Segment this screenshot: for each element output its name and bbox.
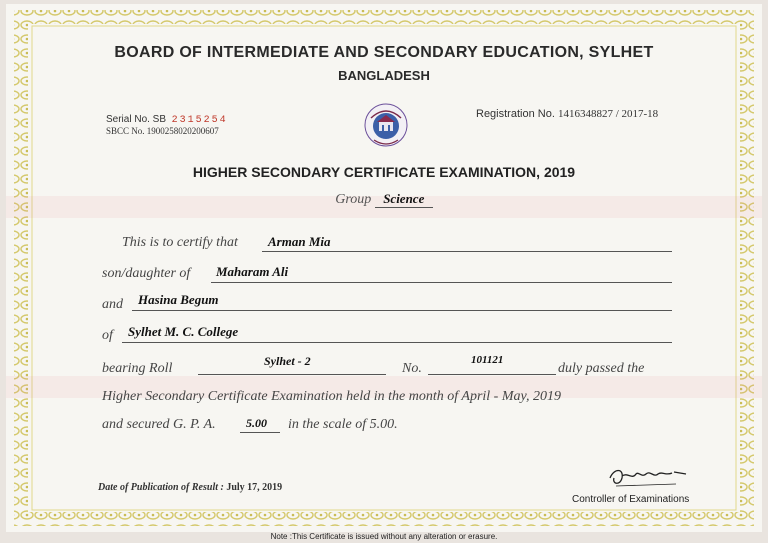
mother-name: Hasina Begum — [138, 292, 219, 307]
group-line — [6, 191, 762, 208]
sbcc-label: SBCC No. — [106, 126, 145, 136]
certificate-note: Note :This Certificate is issued without any alteration or erasure. — [270, 532, 498, 541]
board-title: BOARD OF INTERMEDIATE AND SECONDARY EDUCATION, SYLHET — [114, 44, 654, 61]
serial-number — [106, 114, 228, 126]
certify-intro: This is to certify that — [122, 235, 238, 250]
controller-title: Controller of Examinations — [572, 494, 690, 505]
registration-label: Registration No. — [476, 108, 555, 120]
serial-label: Serial No. SB — [106, 114, 167, 125]
sbcc-value: 1900258020200607 — [146, 126, 219, 136]
mother-underline — [132, 310, 672, 311]
roll-underline — [198, 374, 386, 375]
no-label: No. — [402, 361, 422, 376]
gpa-suffix: in the scale of 5.00. — [288, 417, 398, 432]
publication-value: July 17, 2019 — [226, 482, 283, 493]
no-underline — [428, 374, 556, 375]
controller-signature — [606, 462, 696, 492]
no-value: 101121 — [471, 354, 504, 366]
parent-label: son/daughter of — [102, 266, 191, 281]
gpa-underline — [240, 432, 280, 433]
publication-label: Date of Publication of Result : — [98, 482, 224, 493]
gpa-prefix: and secured G. P. A. — [102, 417, 216, 432]
of-label: of — [102, 328, 113, 343]
group-label: Group — [335, 192, 372, 207]
passed-text: duly passed the — [558, 361, 645, 376]
roll-label: bearing Roll — [102, 361, 173, 376]
sbcc-number — [106, 126, 219, 136]
roll-value: Sylhet - 2 — [264, 354, 311, 368]
and-label: and — [102, 297, 123, 312]
registration-value: 1416348827 / 2017-18 — [557, 108, 659, 120]
gpa-value: 5.00 — [246, 416, 267, 430]
country-name: BANGLADESH — [338, 68, 430, 83]
publication-date — [98, 482, 282, 493]
certificate-paper — [6, 4, 762, 532]
father-underline — [211, 282, 672, 283]
registration-number — [476, 108, 658, 120]
name-underline — [262, 251, 672, 252]
board-seal-logo — [361, 102, 411, 148]
college-underline — [122, 342, 672, 343]
group-value: Science — [375, 191, 433, 208]
exam-line: Higher Secondary Certificate Examination held in the month of April - May, 2019 — [102, 389, 561, 404]
exam-title: HIGHER SECONDARY CERTIFICATE EXAMINATION, 2019 — [192, 164, 576, 180]
father-name: Maharam Ali — [216, 264, 289, 279]
student-name: Arman Mia — [268, 234, 331, 249]
college-name: Sylhet M. C. College — [128, 324, 239, 339]
serial-value: 2315254 — [171, 115, 228, 126]
